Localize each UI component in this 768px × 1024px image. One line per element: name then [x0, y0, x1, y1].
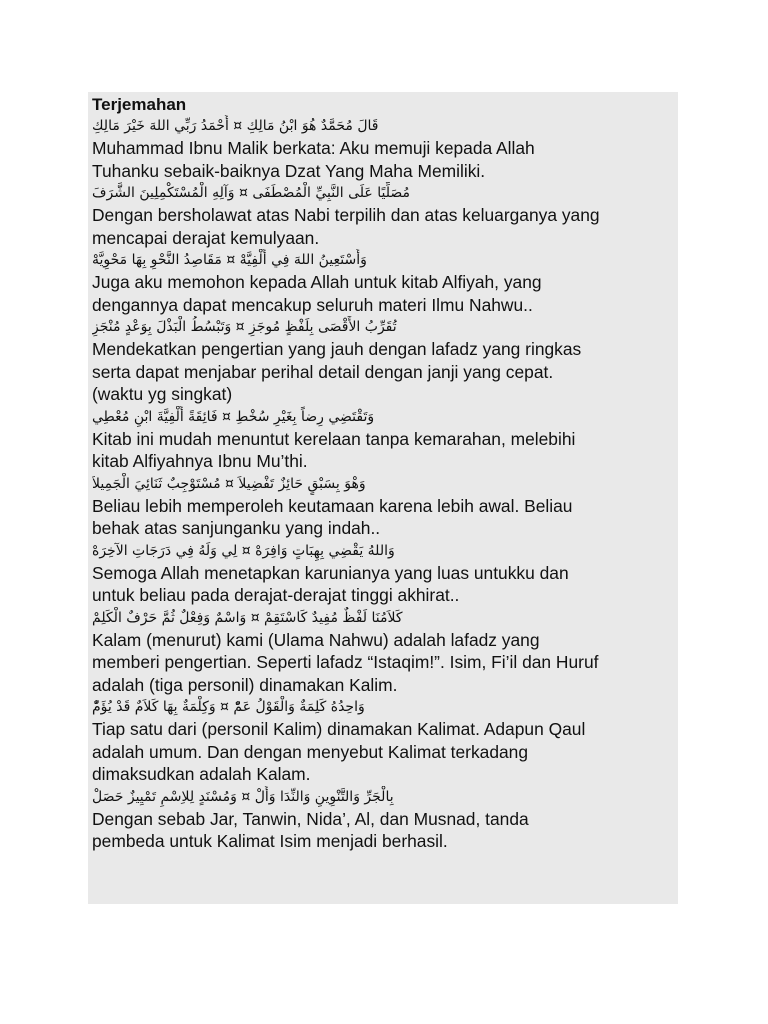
- translation-line: (waktu yg singkat): [92, 384, 233, 404]
- translation-line: memberi pengertian. Seperti lafadz “Istaqim!”. Isim, Fi’il dan Huruf: [92, 652, 599, 672]
- arabic-verse: تُقَرِّبُ الأَقْصَى بِلَفْظٍ مُوجَزِ ¤ وَتَبْسُطُ الْبَذْلَ بِوَعْدٍ مُنْجَزِ: [92, 319, 397, 335]
- translation-line: pembeda untuk Kalimat Isim menjadi berhasil.: [92, 831, 448, 851]
- translation-text: [92, 808, 678, 853]
- translation-line: Dengan bersholawat atas Nabi terpilih dan atas keluarganya yang: [92, 205, 600, 225]
- verse-section: [92, 473, 678, 540]
- arabic-verse: وَأَسْتَعِينُ اللهَ فِي أَلْفِيَّهْ ¤ مَقَاصِدُ النَّحْوِ بِهَا مَحْوِيَّهْ: [92, 252, 367, 268]
- arabic-verse: وَاحِدُهُ كَلِمَةٌ وَالْقَوْلُ عَمّْ ¤ وَكِلْمَةٌ بِهَا كَلاَمٌ قَدْ يُؤَمّْ: [92, 699, 365, 715]
- verse-section: [92, 540, 678, 607]
- verse-section: [92, 406, 678, 473]
- arabic-verse: وَهْوَ بِسَبْقٍ حَائِزٌ تَفْضِيلاَ ¤ مُسْتَوْجِبٌ ثَنَائِيَ الْجَمِيلاَ: [92, 475, 366, 492]
- translation-text: [92, 629, 678, 697]
- translation-line: mencapai derajat kemulyaan.: [92, 227, 320, 248]
- translation-line: Kitab ini mudah menuntut kerelaan tanpa kemarahan, melebihi: [92, 428, 576, 449]
- arabic-verse: وَتَقْتَضِي رِضاً بِغَيْرِ سُخْطِ ¤ فَائِقَةً أَلْفِيَّةَ ابْنِ مُعْطِي: [92, 408, 375, 425]
- verse-section: [92, 786, 678, 853]
- translation-line: behak atas sanjunganku yang indah..: [92, 518, 381, 538]
- translation-text: [92, 428, 678, 473]
- translation-line: Tiap satu dari (personil Kalim) dinamakan Kalimat. Adapun Qaul: [92, 719, 586, 739]
- translation-line: serta dapat menjabar perihal detail dengan janji yang cepat.: [92, 361, 554, 382]
- translation-text: [92, 338, 678, 406]
- translation-line: Muhammad Ibnu Malik berkata: Aku memuji kepada Allah: [92, 138, 535, 158]
- translation-text: [92, 562, 678, 607]
- translation-line: Juga aku memohon kepada Allah untuk kitab Alfiyah, yang: [92, 272, 542, 292]
- translation-line: dengannya dapat mencakup seluruh materi Ilmu Nahwu..: [92, 294, 533, 315]
- verse-section: [92, 115, 678, 182]
- verse-list: [92, 115, 678, 853]
- translation-line: Mendekatkan pengertian yang jauh dengan lafadz yang ringkas: [92, 339, 582, 359]
- verse-section: [92, 182, 678, 249]
- translation-line: Semoga Allah menetapkan karunianya yang luas untukku dan: [92, 562, 569, 583]
- arabic-verse: بِالْجَرِّ وَالتَّنْوِينِ وَالنِّدَا وَأَلْ ¤ وَمُسْنَدٍ لِلاِسْمِ تَمْيِيزٌ حَصَلْ: [92, 788, 394, 805]
- verse-section: [92, 249, 678, 316]
- document-page: [88, 92, 678, 904]
- verse-section: [92, 607, 678, 697]
- arabic-verse: قَالَ مُحَمَّدٌ هُوَ ابْنُ مَالِكِ ¤ أَحْمَدُ رَبِّي اللهَ خَيْرَ مَالِكِ: [92, 118, 379, 134]
- translation-line: Kalam (menurut) kami (Ulama Nahwu) adalah lafadz yang: [92, 629, 540, 650]
- verse-section: [92, 316, 678, 406]
- translation-line: dimaksudkan adalah Kalam.: [92, 764, 311, 784]
- translation-line: Beliau lebih memperoleh keutamaan karena lebih awal. Beliau: [92, 495, 573, 516]
- translation-line: Dengan sebab Jar, Tanwin, Nida’, Al, dan Musnad, tanda: [92, 808, 529, 829]
- translation-line: adalah umum. Dan dengan menyebut Kalimat terkadang: [92, 741, 529, 762]
- translation-text: [92, 495, 678, 540]
- translation-line: Tuhanku sebaik-baiknya Dzat Yang Maha Memiliki.: [92, 160, 486, 181]
- translation-text: [92, 204, 678, 249]
- translation-text: [92, 271, 678, 316]
- verse-section: [92, 696, 678, 786]
- translation-text: [92, 137, 678, 182]
- translation-text: [92, 718, 678, 786]
- arabic-verse: كَلاَمُنَا لَفْظٌ مُفِيدٌ كَاسْتَقِمْ ¤ وَاسْمٌ وَفِعْلٌ ثُمَّ حَرْفٌ الْكَلِمْ: [92, 609, 403, 626]
- translation-line: kitab Alfiyahnya Ibnu Mu’thi.: [92, 451, 308, 471]
- translation-line: untuk beliau pada derajat-derajat tinggi akhirat..: [92, 585, 460, 605]
- translation-line: adalah (tiga personil) dinamakan Kalim.: [92, 674, 398, 695]
- arabic-verse: وَاللهُ يَقْضِي بِهِبَاتٍ وَافِرَهْ ¤ لِي وَلَهُ فِي دَرَجَاتِ الآخِرَهْ: [92, 542, 395, 559]
- document-title: Terjemahan: [92, 95, 187, 114]
- arabic-verse: مُصَلِّيًا عَلَى النَّبِيِّ الْمُصْطَفَى ¤ وَآلِهِ الْمُسْتَكْمِلِينَ الشَّرَفَ: [92, 185, 410, 201]
